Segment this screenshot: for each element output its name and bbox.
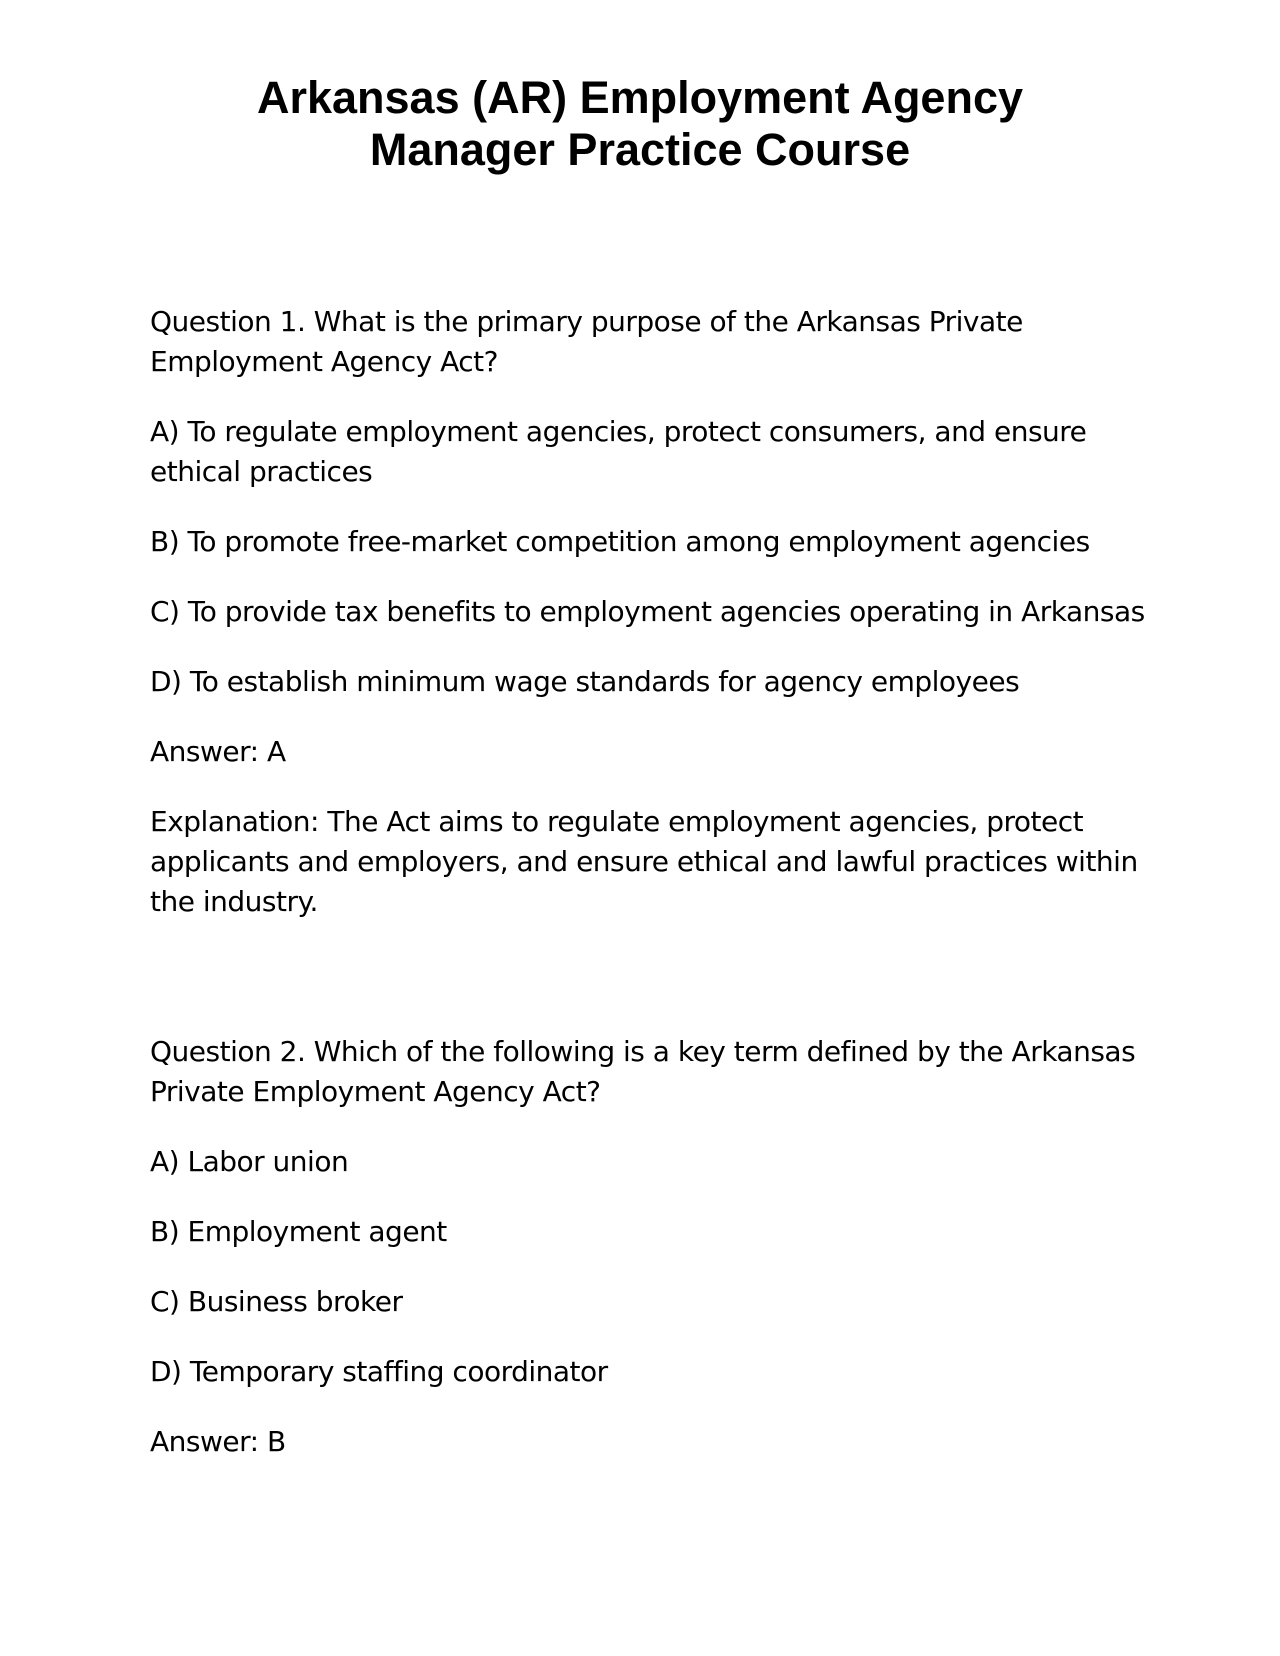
question-text: Question 1. What is the primary purpose of the Arkansas Private Employment Agency Act? xyxy=(150,305,1023,378)
option-d: D) Temporary staffing coordinator xyxy=(150,1355,608,1388)
answer-text: Answer: A xyxy=(150,735,286,768)
page-title xyxy=(0,72,1280,176)
document-body xyxy=(150,302,1150,1492)
option-c: C) To provide tax benefits to employment agencies operating in Arkansas xyxy=(150,595,1145,628)
question-block-1 xyxy=(150,302,1150,922)
question-spacer xyxy=(150,952,1150,1032)
title-line-1: Arkansas (AR) Employment Agency xyxy=(256,72,1024,123)
option-c: C) Business broker xyxy=(150,1285,403,1318)
option-b: B) To promote free-market competition among employment agencies xyxy=(150,525,1090,558)
option-a: A) Labor union xyxy=(150,1145,349,1178)
question-text: Question 2. Which of the following is a key term defined by the Arkansas Private Employment Agency Act? xyxy=(150,1035,1136,1108)
title-line-2: Manager Practice Course xyxy=(369,124,911,175)
question-block-2 xyxy=(150,1032,1150,1462)
answer-text: Answer: B xyxy=(150,1425,286,1458)
option-a: A) To regulate employment agencies, protect consumers, and ensure ethical practices xyxy=(150,415,1087,488)
option-b: B) Employment agent xyxy=(150,1215,447,1248)
explanation-text: Explanation: The Act aims to regulate employment agencies, protect applicants and employers, and ensure ethical and lawful practices within the industry. xyxy=(150,805,1138,918)
option-d: D) To establish minimum wage standards for agency employees xyxy=(150,665,1020,698)
